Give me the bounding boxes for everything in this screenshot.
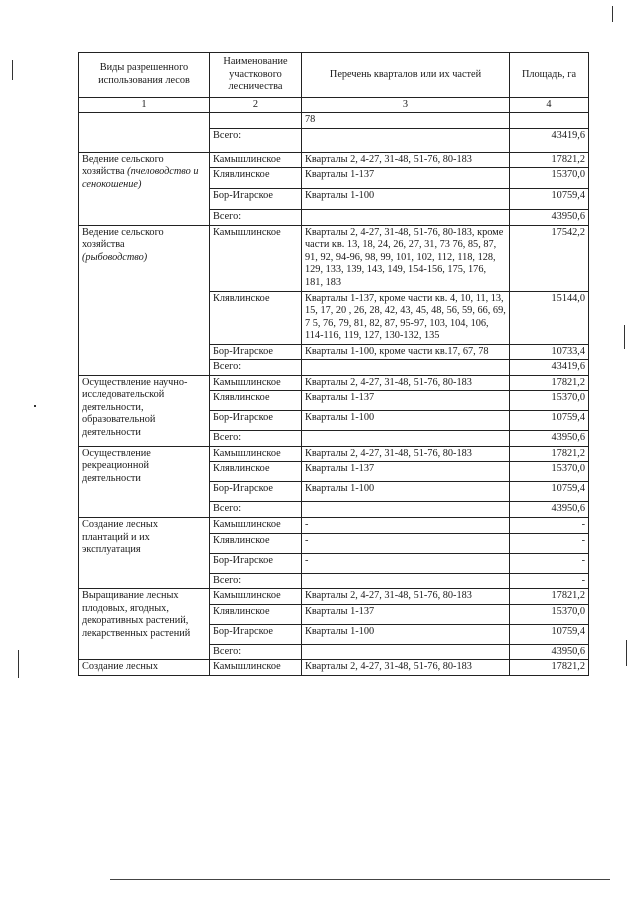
total-label: Всего: [210, 360, 302, 376]
table-row [79, 660, 589, 676]
column-number: 2 [210, 97, 302, 113]
district-cell: Клявлинское [210, 604, 302, 624]
quarters-cell: Кварталы 1-100 [302, 411, 510, 431]
table-row [79, 446, 589, 462]
column-number: 1 [79, 97, 210, 113]
area-cell: - [510, 533, 589, 553]
use-type-cell: Создание лесных [79, 660, 210, 676]
area-cell [510, 113, 589, 129]
scan-mark-top-right [612, 6, 613, 22]
total-area: - [510, 573, 589, 589]
scan-mark-left-mid [18, 650, 19, 678]
area-cell: 17821,2 [510, 375, 589, 391]
district-cell: Камышлинское [210, 660, 302, 676]
quarters-cell: Кварталы 1-137 [302, 604, 510, 624]
area-cell: 17821,2 [510, 589, 589, 605]
district-cell: Камышлинское [210, 152, 302, 168]
quarters-cell: 78 [302, 113, 510, 129]
quarters-cell: Кварталы 1-137 [302, 462, 510, 482]
area-cell: - [510, 518, 589, 534]
header-district: Наименование участкового лесничества [210, 53, 302, 98]
use-type-cell [79, 152, 210, 225]
table-row [79, 375, 589, 391]
district-cell: Клявлинское [210, 291, 302, 344]
area-cell: 10759,4 [510, 189, 589, 210]
quarters-cell: Кварталы 2, 4-27, 31-48, 51-76, 80-183 [302, 660, 510, 676]
quarters-cell [302, 573, 510, 589]
quarters-cell: Кварталы 2, 4-27, 31-48, 51-76, 80-183 [302, 589, 510, 605]
area-cell: 15370,0 [510, 391, 589, 411]
area-cell: 17821,2 [510, 446, 589, 462]
area-cell: 17821,2 [510, 660, 589, 676]
quarters-cell: Кварталы 1-137, кроме части кв. 4, 10, 11, 13, 15, 17, 20 , 26, 28, 42, 43, 45, 48, 56, 59, 66, 69, 7 5, 76, 79, 81, 82, 87, 95-97, 103, 104, 106, 114-116, 119, 127, 130-132, 135 [302, 291, 510, 344]
district-cell: Бор-Игарское [210, 482, 302, 502]
quarters-cell [302, 128, 510, 152]
use-type-label: Ведение сельского хозяйства [82, 153, 164, 178]
district-cell: Камышлинское [210, 589, 302, 605]
area-cell: 15144,0 [510, 291, 589, 344]
district-cell: Бор-Игарское [210, 624, 302, 644]
total-area: 43419,6 [510, 360, 589, 376]
quarters-cell: Кварталы 1-100, кроме части кв.17, 67, 78 [302, 344, 510, 360]
district-cell: Клявлинское [210, 533, 302, 553]
header-use-types: Виды разрешенного использования лесов [79, 53, 210, 98]
quarters-cell: Кварталы 2, 4-27, 31-48, 51-76, 80-183 [302, 446, 510, 462]
column-number: 3 [302, 97, 510, 113]
area-cell: 15370,0 [510, 604, 589, 624]
table-row [79, 113, 589, 129]
quarters-cell: Кварталы 1-100 [302, 624, 510, 644]
use-type-cell: Выращивание лесных плодовых, ягодных, декоративных растений, лекарственных растений [79, 589, 210, 660]
total-area: 43950,6 [510, 210, 589, 226]
use-type-cell [79, 113, 210, 153]
forest-use-table [78, 52, 589, 676]
area-cell: - [510, 553, 589, 573]
district-cell: Клявлинское [210, 462, 302, 482]
area-cell: 17542,2 [510, 225, 589, 291]
scan-mark-left-top [12, 60, 13, 80]
district-cell: Клявлинское [210, 168, 302, 189]
quarters-cell: Кварталы 1-100 [302, 482, 510, 502]
area-cell: 17821,2 [510, 152, 589, 168]
total-area: 43419,6 [510, 128, 589, 152]
total-label: Всего: [210, 644, 302, 660]
district-cell: Бор-Игарское [210, 189, 302, 210]
quarters-cell [302, 360, 510, 376]
area-cell: 10759,4 [510, 411, 589, 431]
district-cell: Бор-Игарское [210, 553, 302, 573]
quarters-cell: Кварталы 2, 4-27, 31-48, 51-76, 80-183 [302, 375, 510, 391]
header-row [79, 53, 589, 98]
total-label: Всего: [210, 573, 302, 589]
use-type-note: (рыбоводство) [82, 251, 148, 263]
use-type-cell [79, 225, 210, 375]
quarters-cell: Кварталы 2, 4-27, 31-48, 51-76, 80-183 [302, 152, 510, 168]
quarters-cell: - [302, 533, 510, 553]
area-cell: 10733,4 [510, 344, 589, 360]
district-cell: Камышлинское [210, 225, 302, 291]
total-area: 43950,6 [510, 431, 589, 447]
district-cell: Бор-Игарское [210, 411, 302, 431]
header-quarters: Перечень кварталов или их частей [302, 53, 510, 98]
district-cell: Бор-Игарское [210, 344, 302, 360]
quarters-cell [302, 431, 510, 447]
scan-mark-right-lower [626, 640, 627, 666]
quarters-cell [302, 502, 510, 518]
table-row [79, 518, 589, 534]
scan-mark-right [624, 325, 625, 349]
quarters-cell: - [302, 518, 510, 534]
scan-dot [34, 405, 36, 407]
district-cell [210, 113, 302, 129]
use-type-note: (пчеловодство и сенокошение) [82, 166, 199, 190]
quarters-cell: Кварталы 1-100 [302, 189, 510, 210]
scan-edge-line [110, 879, 610, 880]
quarters-cell: - [302, 553, 510, 573]
district-cell: Камышлинское [210, 446, 302, 462]
use-type-label: Ведение сельского хозяйства [82, 226, 164, 251]
area-cell: 10759,4 [510, 624, 589, 644]
district-cell: Камышлинское [210, 518, 302, 534]
total-label: Всего: [210, 502, 302, 518]
quarters-cell [302, 210, 510, 226]
quarters-cell: Кварталы 1-137 [302, 168, 510, 189]
area-cell: 15370,0 [510, 462, 589, 482]
table-row [79, 589, 589, 605]
total-area: 43950,6 [510, 502, 589, 518]
quarters-cell [302, 644, 510, 660]
total-area: 43950,6 [510, 644, 589, 660]
quarters-cell: Кварталы 1-137 [302, 391, 510, 411]
district-cell: Камышлинское [210, 375, 302, 391]
use-type-cell: Осуществление научно-исследовательской деятельности, образовательной деятельности [79, 375, 210, 446]
area-cell: 10759,4 [510, 482, 589, 502]
district-cell: Клявлинское [210, 391, 302, 411]
header-area: Площадь, га [510, 53, 589, 98]
total-label: Всего: [210, 210, 302, 226]
use-type-cell: Осуществление рекреационной деятельности [79, 446, 210, 517]
total-label: Всего: [210, 128, 302, 152]
use-type-cell: Создание лесных плантаций и их эксплуатация [79, 518, 210, 589]
table-row [79, 225, 589, 291]
total-label: Всего: [210, 431, 302, 447]
column-number: 4 [510, 97, 589, 113]
column-number-row [79, 97, 589, 113]
table-row [79, 152, 589, 168]
quarters-cell: Кварталы 2, 4-27, 31-48, 51-76, 80-183, кроме части кв. 13, 18, 24, 26, 27, 31, 73 76, 85, 87, 91, 92, 94-96, 98, 99, 101, 102, 112, 118, 128, 129, 133, 139, 143, 149, 154-156, 175, 176, 181, 183 [302, 225, 510, 291]
area-cell: 15370,0 [510, 168, 589, 189]
